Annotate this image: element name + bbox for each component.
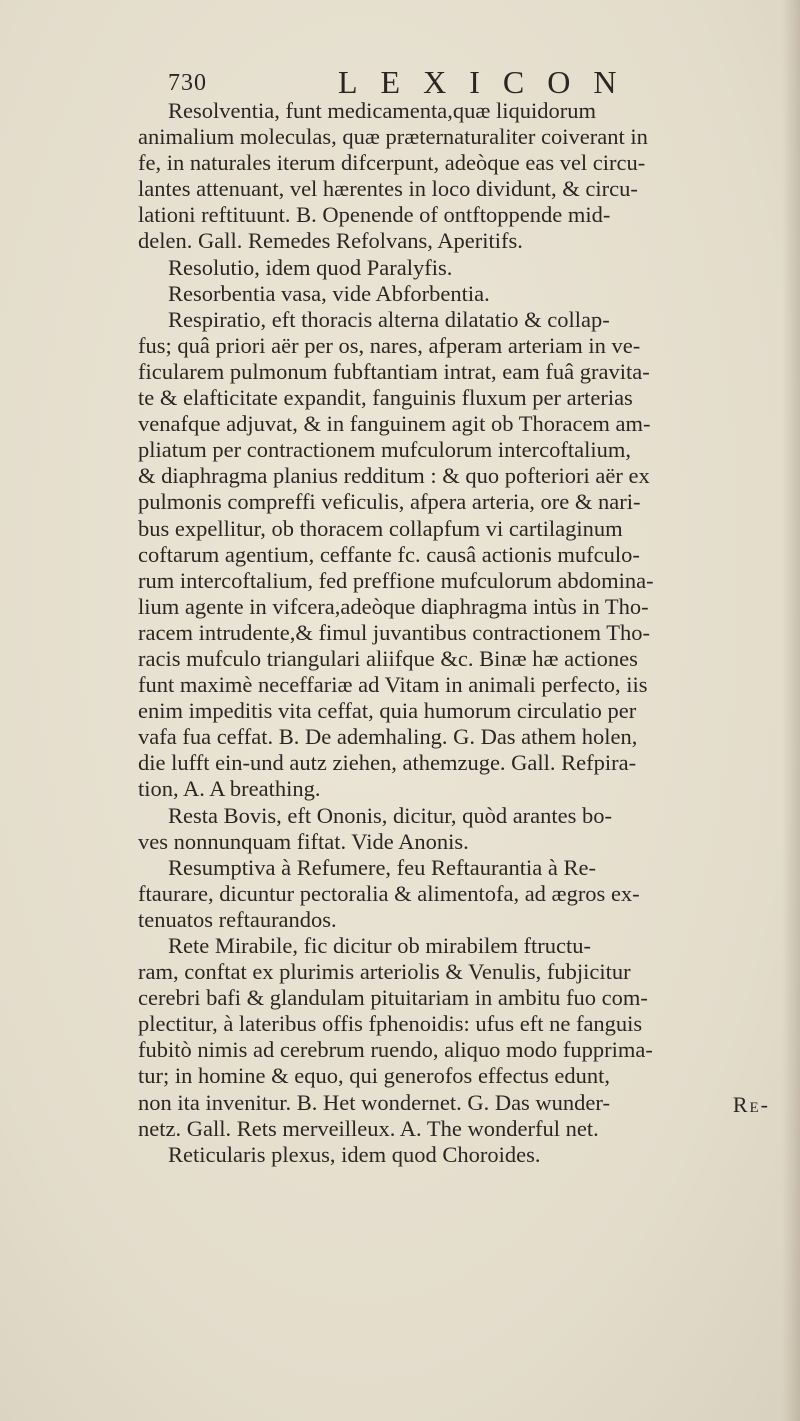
text-line: fe, in naturales iterum difcerpunt, adeòque eas vel circu- xyxy=(138,150,646,176)
text-line: lium agente in vifcera,adeòque diaphragma intùs in Tho- xyxy=(138,593,649,619)
text-line: lationi reftituunt. B. Openende of ontftoppende mid- xyxy=(138,202,611,228)
dictionary-text xyxy=(138,98,790,1168)
text-line: coftarum agentium, ceffante fc. causâ actionis mufculo- xyxy=(138,541,640,567)
text-line: tenuatos reftaurandos. xyxy=(138,906,337,932)
entry-resumptiva xyxy=(138,855,790,933)
text-line: animalium moleculas, quæ præternaturaliter coiverant in xyxy=(138,124,648,150)
text-line: lantes attenuant, vel hærentes in loco dividunt, & circu- xyxy=(138,176,638,202)
text-line: fubitò nimis ad cerebrum ruendo, aliquo modo fupprima- xyxy=(138,1037,653,1063)
entry-resorbentia xyxy=(138,281,790,307)
text-line: tur; in homine & equo, qui generofos effectus edunt, xyxy=(138,1063,610,1089)
text-line: plectitur, à lateribus offis fphenoidis: ufus eft ne fanguis xyxy=(138,1011,643,1037)
catchword: Re- xyxy=(732,1092,770,1117)
text-line: bus expellitur, ob thoracem collapfum vi cartilaginum xyxy=(138,515,623,541)
text-line: rum intercoftalium, fed preffione mufculorum abdomina- xyxy=(138,567,654,593)
text-line: Respiratio, eft thoracis alterna dilatatio & collap- xyxy=(168,306,610,332)
text-line: cerebri bafi & glandulam pituitariam in ambitu fuo com- xyxy=(138,985,648,1011)
text-line: funt maximè neceffariæ ad Vitam in animali perfecto, iis xyxy=(138,672,648,698)
text-line: te & elafticitate expandit, fanguinis fluxum per arterias xyxy=(138,385,633,411)
entry-resolutio xyxy=(138,255,790,281)
text-line: netz. Gall. Rets merveilleux. A. The wonderful net. xyxy=(138,1115,599,1141)
text-line: Resta Bovis, eft Ononis, dicitur, quòd arantes bo- xyxy=(168,802,613,828)
text-line: ram, conftat ex plurimis arteriolis & Venulis, fubjicitur xyxy=(138,959,631,985)
text-line: non ita invenitur. B. Het wondernet. G. Das wunder- xyxy=(138,1089,610,1115)
entry-rete-mirabile xyxy=(138,933,790,1142)
entry-respiratio xyxy=(138,307,790,803)
entry-resolventia xyxy=(138,98,790,255)
text-line: Resolutio, idem quod Paralyfis. xyxy=(168,254,453,280)
text-line: delen. Gall. Remedes Refolvans, Aperitifs. xyxy=(138,228,523,254)
text-line: pulmonis compreffi veficulis, afpera arteria, ore & nari- xyxy=(138,489,641,515)
text-line: Resolventia, funt medicamenta,quæ liquidorum xyxy=(168,98,597,123)
page-number: 730 xyxy=(168,70,207,96)
text-line: Rete Mirabile, fic dicitur ob mirabilem ftructu- xyxy=(168,933,591,958)
text-line: ficularem pulmonum fubftantiam intrat, eam fuâ gravita- xyxy=(138,358,650,384)
text-line: enim impeditis vita ceffat, quia humorum circulatio per xyxy=(138,698,637,724)
text-line: Resumptiva à Refumere, feu Reftaurantia à Re- xyxy=(168,854,596,880)
text-line: pliatum per contractionem mufculorum intercoftalium, xyxy=(138,437,631,463)
text-line: ftaurare, dicuntur pectoralia & alimentofa, ad ægros ex- xyxy=(138,880,640,906)
entry-reticularis-plexus xyxy=(138,1142,790,1168)
text-line: die lufft ein-und autz ziehen, athemzuge. Gall. Refpira- xyxy=(138,750,637,776)
text-line: fus; quâ priori aër per os, nares, afperam arteriam in ve- xyxy=(138,332,641,358)
text-line: venafque adjuvat, & in fanguinem agit ob Thoracem am- xyxy=(138,411,651,437)
text-line: ves nonnunquam fiftat. Vide Anonis. xyxy=(138,828,469,854)
text-line: & diaphragma planius redditum : & quo pofteriori aër ex xyxy=(138,463,650,489)
text-line: racem intrudente,& fimul juvantibus contractionem Tho- xyxy=(138,619,650,645)
running-title: LEXICON xyxy=(338,64,640,100)
text-line: tion, A. A breathing. xyxy=(138,776,321,802)
entry-resta-bovis xyxy=(138,803,790,855)
text-line: Reticularis plexus, idem quod Choroides. xyxy=(168,1141,541,1167)
text-line: vafa fua ceffat. B. De ademhaling. G. Das athem holen, xyxy=(138,724,638,750)
text-line: Resorbentia vasa, vide Abforbentia. xyxy=(168,280,490,306)
text-line: racis mufculo triangulari aliifque &c. Binæ hæ actiones xyxy=(138,645,638,671)
